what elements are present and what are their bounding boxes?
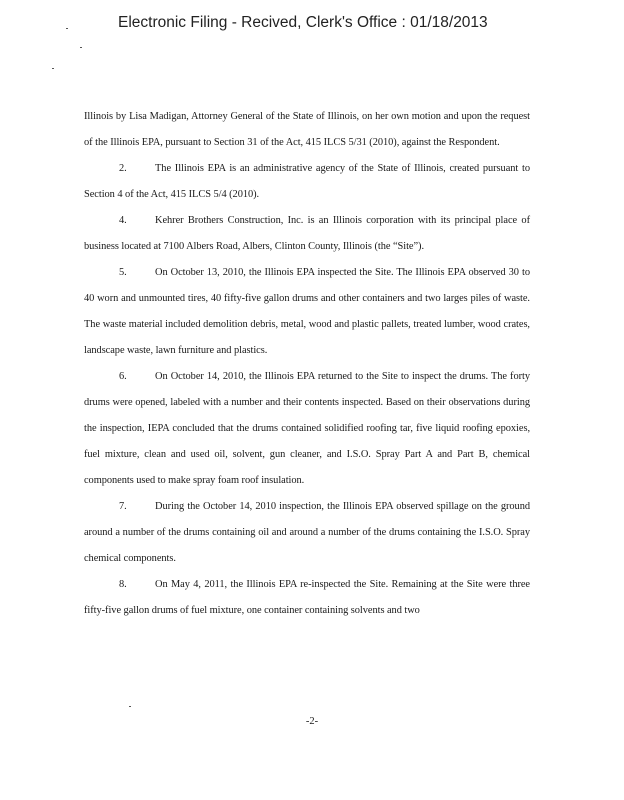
paragraph-text: On October 13, 2010, the Illinois EPA inspected the Site. The Illinois EPA observed 30 to 40 worn and unmounted tires, 40 fifty-five gallon drums and other containers and two larges piles of waste. The waste material included demolition debris, metal, wood and plastic pallets, treated lumber, wood crates, landscape waste, lawn furniture and plastics. <box>84 267 530 356</box>
paragraph-number: 5. <box>119 267 127 278</box>
scan-speck <box>80 47 82 48</box>
paragraph-number: 7. <box>119 501 127 512</box>
paragraph-intro <box>84 104 530 156</box>
scan-speck <box>52 68 54 69</box>
paragraph-2 <box>84 156 530 208</box>
page-number: -2- <box>305 716 319 727</box>
paragraph-7 <box>84 494 530 572</box>
paragraph-4 <box>84 208 530 260</box>
paragraph-8 <box>84 572 530 624</box>
paragraph-number: 2. <box>119 163 127 174</box>
paragraph-text: On May 4, 2011, the Illinois EPA re-inspected the Site. Remaining at the Site were three fifty-five gallon drums of fuel mixture, one container containing solvents and two <box>84 579 530 616</box>
paragraph-5 <box>84 260 530 364</box>
filing-stamp-header: Electronic Filing - Recived, Clerk's Office : 01/18/2013 <box>118 14 488 31</box>
paragraph-6 <box>84 364 530 494</box>
paragraph-number: 8. <box>119 579 127 590</box>
paragraph-text: Illinois by Lisa Madigan, Attorney General of the State of Illinois, on her own motion and upon the request of the Illinois EPA, pursuant to Section 31 of the Act, 415 ILCS 5/31 (2010), against the Respondent. <box>84 111 530 148</box>
scan-speck <box>66 28 68 29</box>
paragraph-text: The Illinois EPA is an administrative agency of the State of Illinois, created pursuant to Section 4 of the Act, 415 ILCS 5/4 (2010). <box>84 163 530 200</box>
paragraph-text: On October 14, 2010, the Illinois EPA returned to the Site to inspect the drums. The forty drums were opened, labeled with a number and their contents inspected. Based on their observations during the inspection, IEPA concluded that the drums contained solidified roofing tar, five liquid roofing epoxies, fuel mixture, clean and used oil, solvent, gun cleaner, and I.S.O. Spray Part A and Part B, chemical components used to make spray foam roof insulation. <box>84 371 530 486</box>
paragraph-number: 4. <box>119 215 127 226</box>
paragraph-text: During the October 14, 2010 inspection, the Illinois EPA observed spillage on the ground around a number of the drums containing oil and around a number of the drums containing the I.S.O. Spray chemical components. <box>84 501 530 564</box>
document-body <box>84 104 530 624</box>
paragraph-text: Kehrer Brothers Construction, Inc. is an Illinois corporation with its principal place of business located at 7100 Albers Road, Albers, Clinton County, Illinois (the “Site”). <box>84 215 530 252</box>
paragraph-number: 6. <box>119 371 127 382</box>
scan-speck <box>129 706 131 707</box>
